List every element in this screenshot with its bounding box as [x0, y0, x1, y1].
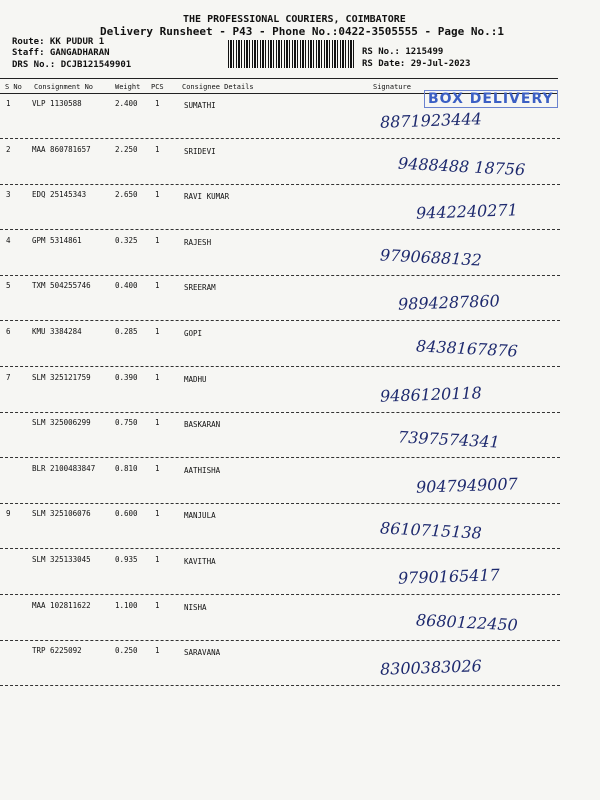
- row-divider: [0, 229, 560, 230]
- row-sno: 9: [6, 509, 11, 519]
- row-pcs: 1: [155, 372, 160, 382]
- col-consignment: Consignment No: [34, 83, 94, 91]
- row-consignee: BASKARAN: [184, 420, 221, 430]
- row-weight: 1.100: [115, 600, 138, 610]
- row-signature: 9047949007: [415, 474, 519, 497]
- row-weight: 0.285: [115, 327, 138, 336]
- col-sno: S No: [5, 83, 22, 91]
- col-signature: Signature: [373, 83, 411, 91]
- company-title: THE PROFESSIONAL COURIERS, COIMBATORE: [183, 14, 406, 25]
- row-consignee: RAVI KUMAR: [184, 192, 230, 202]
- row-consignment-no: MAA 860781657: [32, 144, 91, 154]
- row-weight: 0.250: [115, 646, 138, 656]
- row-weight: 0.325: [115, 235, 138, 245]
- rs-date: RS Date: 29-Jul-2023: [362, 59, 471, 69]
- row-consignment-no: KMU 3384284: [32, 327, 82, 336]
- row-divider: [0, 640, 560, 641]
- row-weight: 0.750: [115, 418, 138, 428]
- runsheet-title: Delivery Runsheet - P43 - Phone No.:0422-3505555 - Page No.:1: [100, 25, 504, 38]
- row-signature: 8871923444: [379, 109, 483, 132]
- row-sno: 6: [6, 327, 11, 336]
- staff-label: Staff: GANGADHARAN: [12, 48, 110, 58]
- row-consignee: MANJULA: [184, 511, 216, 521]
- row-divider: [0, 548, 560, 549]
- row-consignment-no: SLM 325121759: [32, 372, 91, 382]
- row-divider: [0, 685, 560, 686]
- row-consignee: SARAVANA: [184, 648, 221, 658]
- row-sno: 7: [6, 372, 11, 382]
- col-weight: Weight: [115, 83, 141, 91]
- row-divider: [0, 275, 560, 276]
- row-consignment-no: SLM 325133045: [32, 555, 91, 564]
- row-divider: [0, 457, 560, 458]
- row-weight: 0.810: [115, 463, 138, 473]
- row-pcs: 1: [155, 646, 160, 656]
- row-consignment-no: SLM 325006299: [32, 418, 91, 428]
- row-consignee: MADHU: [184, 374, 207, 384]
- row-pcs: 1: [155, 463, 160, 473]
- row-consignee: KAVITHA: [184, 557, 216, 566]
- row-signature: 8610715138: [379, 518, 483, 544]
- row-consignment-no: TRP 6225092: [32, 646, 82, 656]
- row-sno: 5: [6, 281, 11, 291]
- row-consignee: AATHISHA: [184, 465, 221, 475]
- row-consignment-no: BLR 2100483847: [32, 463, 96, 473]
- row-divider: [0, 320, 560, 321]
- row-signature: 9894287860: [397, 291, 501, 315]
- row-consignment-no: SLM 325106076: [32, 509, 91, 519]
- row-consignment-no: GPM 5314861: [32, 235, 82, 245]
- row-consignment-no: TXM 504255746: [32, 281, 91, 291]
- row-signature: 8680122450: [415, 609, 519, 635]
- row-sno: 2: [6, 144, 11, 154]
- row-signature: 7397574341: [397, 427, 501, 452]
- row-consignee: SREERAM: [184, 283, 216, 293]
- row-pcs: 1: [155, 509, 160, 519]
- row-consignment-no: MAA 102811622: [32, 600, 91, 610]
- row-consignee: RAJESH: [184, 237, 212, 247]
- row-divider: [0, 412, 560, 413]
- row-divider: [0, 594, 560, 595]
- box-delivery-stamp: BOX DELIVERY: [424, 90, 558, 108]
- rs-number: RS No.: 1215499: [362, 47, 444, 57]
- row-pcs: 1: [155, 281, 160, 291]
- row-consignee: GOPI: [184, 329, 203, 338]
- row-consignee: NISHA: [184, 602, 207, 612]
- row-consignment-no: VLP 1130588: [32, 99, 82, 108]
- row-signature: 8438167876: [415, 336, 519, 361]
- row-pcs: 1: [155, 190, 160, 200]
- row-consignment-no: EDQ 25145343: [32, 190, 87, 200]
- row-pcs: 1: [155, 144, 160, 154]
- row-pcs: 1: [155, 99, 160, 108]
- row-consignee: SUMATHI: [184, 101, 216, 110]
- row-sno: 3: [6, 190, 11, 200]
- col-consignee: Consignee Details: [182, 83, 254, 91]
- row-signature: 9790688132: [379, 245, 483, 270]
- row-weight: 0.400: [115, 281, 138, 291]
- row-signature: 8300383026: [379, 656, 483, 679]
- row-signature: 9442240271: [415, 200, 519, 223]
- barcode: [228, 40, 354, 68]
- row-divider: [0, 138, 560, 139]
- drs-number: DRS No.: DCJB121549901: [12, 60, 132, 70]
- row-signature: 9486120118: [379, 382, 483, 406]
- row-signature: 9488488 18756: [397, 153, 526, 179]
- row-pcs: 1: [155, 555, 160, 564]
- row-pcs: 1: [155, 418, 160, 428]
- row-divider: [0, 366, 560, 367]
- col-pcs: PCS: [151, 83, 164, 91]
- row-weight: 0.935: [115, 555, 138, 564]
- row-weight: 2.400: [115, 99, 138, 108]
- row-consignee: SRIDEVI: [184, 146, 216, 156]
- row-divider: [0, 503, 560, 504]
- row-weight: 0.390: [115, 372, 138, 382]
- route-label: Route: KK PUDUR 1: [12, 37, 105, 47]
- row-weight: 0.600: [115, 509, 138, 519]
- row-sno: 1: [6, 99, 11, 108]
- row-pcs: 1: [155, 235, 160, 245]
- row-sno: 4: [6, 235, 11, 245]
- table-top-rule: [0, 78, 558, 79]
- row-pcs: 1: [155, 327, 160, 336]
- row-weight: 2.250: [115, 144, 138, 154]
- row-weight: 2.650: [115, 190, 138, 200]
- row-divider: [0, 184, 560, 185]
- row-signature: 9790165417: [397, 565, 501, 588]
- row-pcs: 1: [155, 600, 160, 610]
